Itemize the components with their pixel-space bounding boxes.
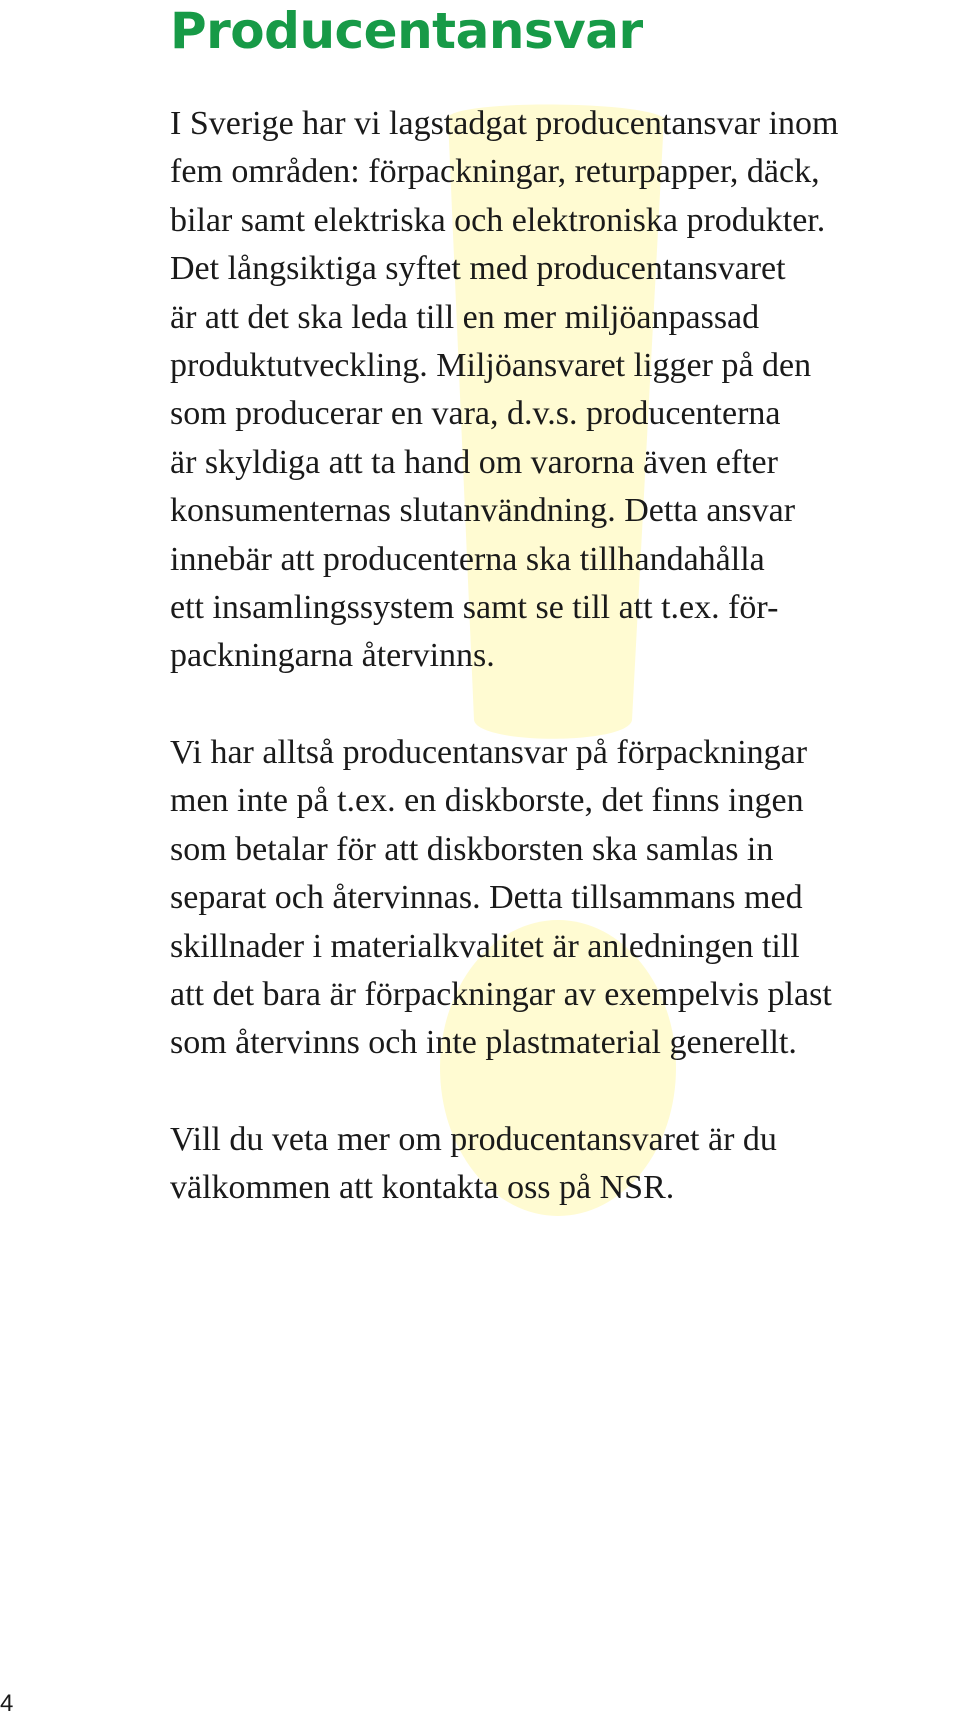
- text-line: men inte på t.ex. en diskborste, det finns ingen: [170, 782, 804, 820]
- text-line: Vill du veta mer om producentansvaret är du: [170, 1120, 777, 1158]
- text-line: är skyldiga att ta hand om varorna även efter: [170, 443, 778, 481]
- text-line: som producerar en vara, d.v.s. producenterna: [170, 395, 781, 433]
- text-line: att det bara är förpackningar av exempelvis plast: [170, 975, 832, 1013]
- text-line: I Sverige har vi lagstadgat producentansvar inom: [170, 105, 839, 142]
- text-line: bilar samt elektriska och elektroniska produkter.: [170, 201, 826, 239]
- text-line: konsumenternas slutanvändning. Detta ansvar: [170, 492, 796, 530]
- paragraph-1: [170, 100, 960, 681]
- text-line: Det långsiktiga syftet med producentansvaret: [170, 250, 786, 288]
- text-line: innebär att producenterna ska tillhandahålla: [170, 540, 765, 578]
- page-number: 4: [0, 1690, 14, 1717]
- text-line: fem områden: förpackningar, returpapper, däck,: [170, 153, 820, 191]
- text-line: separat och återvinnas. Detta tillsammans med: [170, 879, 803, 917]
- text-line: produktutveckling. Miljöansvaret ligger på den: [170, 347, 812, 385]
- text-line: som betalar för att diskborsten ska samlas in: [170, 830, 774, 868]
- text-line: ett insamlingssystem samt se till att t.ex. för-: [170, 589, 779, 627]
- text-line: är att det ska leda till en mer miljöanpassad: [170, 298, 760, 336]
- page-title: Producentansvar: [170, 2, 643, 60]
- text-line: packningarna återvinns.: [170, 637, 495, 675]
- paragraph-2: [170, 729, 960, 1068]
- text-line: skillnader i materialkvalitet är anledningen till: [170, 927, 800, 965]
- text-line: Vi har alltså producentansvar på förpackningar: [170, 733, 808, 771]
- text-line: som återvinns och inte plastmaterial generellt.: [170, 1024, 797, 1062]
- text-line: välkommen att kontakta oss på NSR.: [170, 1169, 675, 1207]
- body-text: [170, 100, 960, 1213]
- paragraph-3: [170, 1116, 960, 1213]
